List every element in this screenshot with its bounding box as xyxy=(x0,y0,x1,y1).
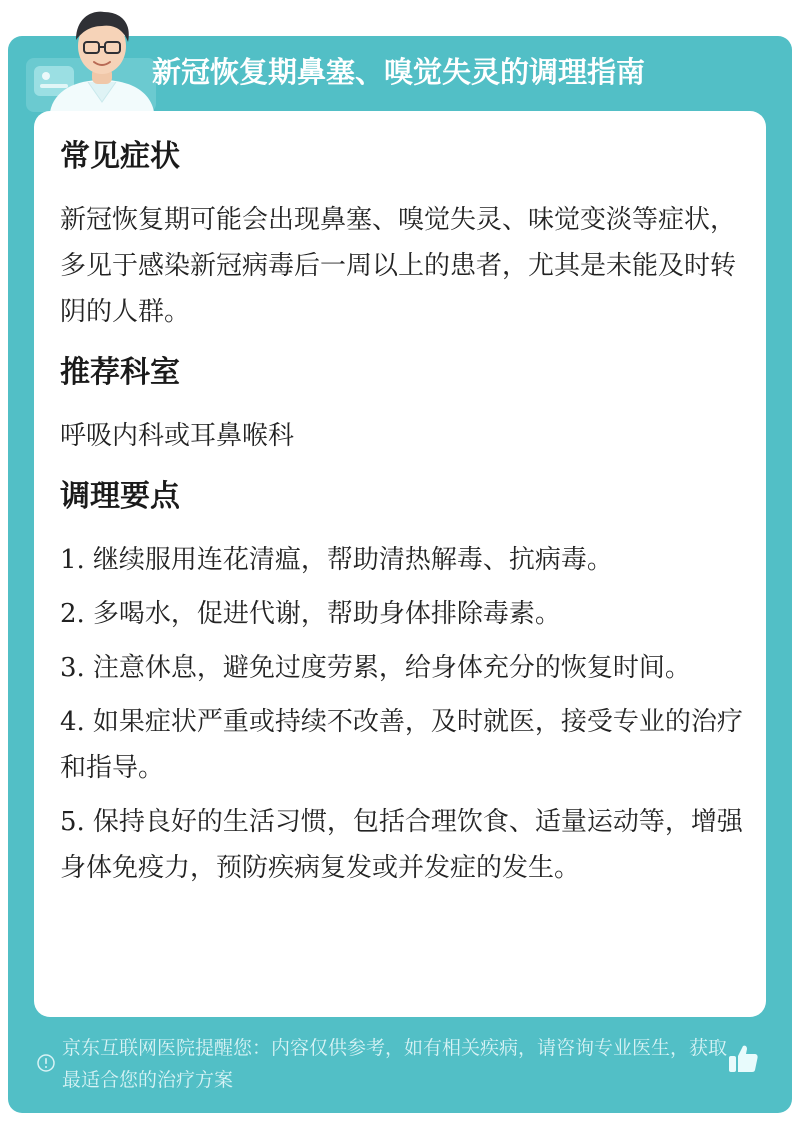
info-icon xyxy=(36,1053,56,1073)
section-heading-care: 调理要点 xyxy=(60,479,180,514)
page-title: 新冠恢复期鼻塞、嗅觉失灵的调理指南 xyxy=(152,55,646,89)
care-list xyxy=(60,537,744,891)
symptoms-text: 新冠恢复期可能会出现鼻塞、嗅觉失灵、味觉变淡等症状，多见于感染新冠病毒后一周以上的患者，尤其是未能及时转阴的人群。 xyxy=(60,205,737,327)
list-item-text: 继续服用连花清瘟，帮助清热解毒、抗病毒。 xyxy=(92,545,613,575)
list-item xyxy=(60,537,744,583)
list-item-number: 5. xyxy=(60,807,85,837)
section-heading-department: 推荐科室 xyxy=(60,355,180,390)
section-heading-symptoms: 常见症状 xyxy=(60,139,180,174)
disclaimer-footer xyxy=(36,1032,776,1102)
list-item-number: 3. xyxy=(60,653,85,683)
list-item xyxy=(60,799,744,891)
content-body xyxy=(60,129,744,899)
list-item-text: 多喝水，促进代谢，帮助身体排除毒素。 xyxy=(92,599,561,629)
department-text: 呼吸内科或耳鼻喉科 xyxy=(60,421,295,451)
list-item xyxy=(60,591,744,637)
disclaimer-text: 京东互联网医院提醒您：内容仅供参考，如有相关疾病，请咨询专业医生，获取最适合您的治疗方案 xyxy=(62,1037,728,1091)
list-item xyxy=(60,699,744,791)
list-item-number: 1. xyxy=(60,545,85,575)
list-item-number: 2. xyxy=(60,599,85,629)
list-item xyxy=(60,645,744,691)
list-item-number: 4. xyxy=(60,707,85,737)
content-card xyxy=(34,111,766,1017)
list-item-text: 注意休息，避免过度劳累，给身体充分的恢复时间。 xyxy=(92,653,691,683)
thumbs-up-icon[interactable] xyxy=(726,1042,760,1076)
list-item-text: 保持良好的生活习惯，包括合理饮食、适量运动等，增强身体免疫力，预防疾病复发或并发症的发生。 xyxy=(60,807,743,883)
doctor-avatar-icon xyxy=(40,4,164,112)
list-item-text: 如果症状严重或持续不改善，及时就医，接受专业的治疗和指导。 xyxy=(60,707,743,783)
